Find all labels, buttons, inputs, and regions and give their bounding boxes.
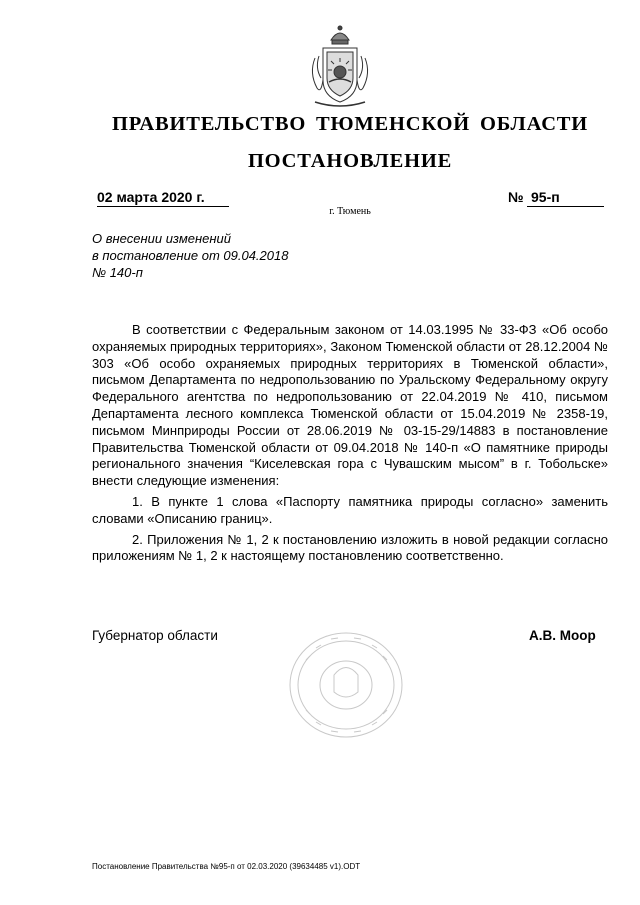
signatory-name: А.В. Моор [529, 628, 596, 643]
official-seal [286, 630, 406, 740]
organization-title: ПРАВИТЕЛЬСТВО ТЮМЕНСКОЙ ОБЛАСТИ [111, 113, 589, 135]
city-label: г. Тюмень [329, 206, 371, 217]
item-paragraph-1: 1. В пункте 1 слова «Паспорту памятника природы согласно» заменить словами «Описанию границ». [92, 493, 608, 526]
item-paragraph-2: 2. Приложения № 1, 2 к постановлению изложить в новой редакции согласно приложениям № 1, 2 к настоящему постановлению соответственно. [92, 531, 608, 564]
document-date: 02 марта 2020 г. [97, 189, 229, 207]
signatory-position: Губернатор области [92, 628, 218, 643]
document-type: ПОСТАНОВЛЕНИЕ [247, 150, 453, 172]
document-footer: Постановление Правительства №95-п от 02.03.2020 (39634485 v1).ODT [92, 862, 361, 871]
subject-line: в постановление от 09.04.2018 [92, 248, 289, 263]
number-sign: № [508, 189, 524, 205]
preamble-paragraph: В соответствии с Федеральным законом от 14.03.1995 № 33-ФЗ «Об особо охраняемых природных территориях», Законом Тюменской области от 28.12.2004 № 303 «Об особо охраняемых природных территориях в Тюменской области», письмом Департамента по недропользованию по Уральскому Федеральному округу Федерального агентства по недропользованию от 22.04.2019 № 410, письмом Департамента лесного комплекса Тюменской области от 15.04.2019 № 2358-19, письмом Минприроды России от 28.06.2019 № 03-15-29/14883 в постановление Правительства Тюменской области от 09.04.2018 № 140-п «О памятнике природы регионального значения “Киселевская гора с Чувашским мысом” в г. Тобольске» внести следующие изменения: [92, 322, 608, 489]
subject-line: О внесении изменений [92, 231, 231, 246]
subject-line: № 140-п [92, 265, 143, 280]
coat-of-arms-emblem [305, 18, 375, 110]
document-body [92, 322, 608, 565]
document-subject [92, 230, 352, 281]
document-number: 95-п [527, 189, 604, 207]
